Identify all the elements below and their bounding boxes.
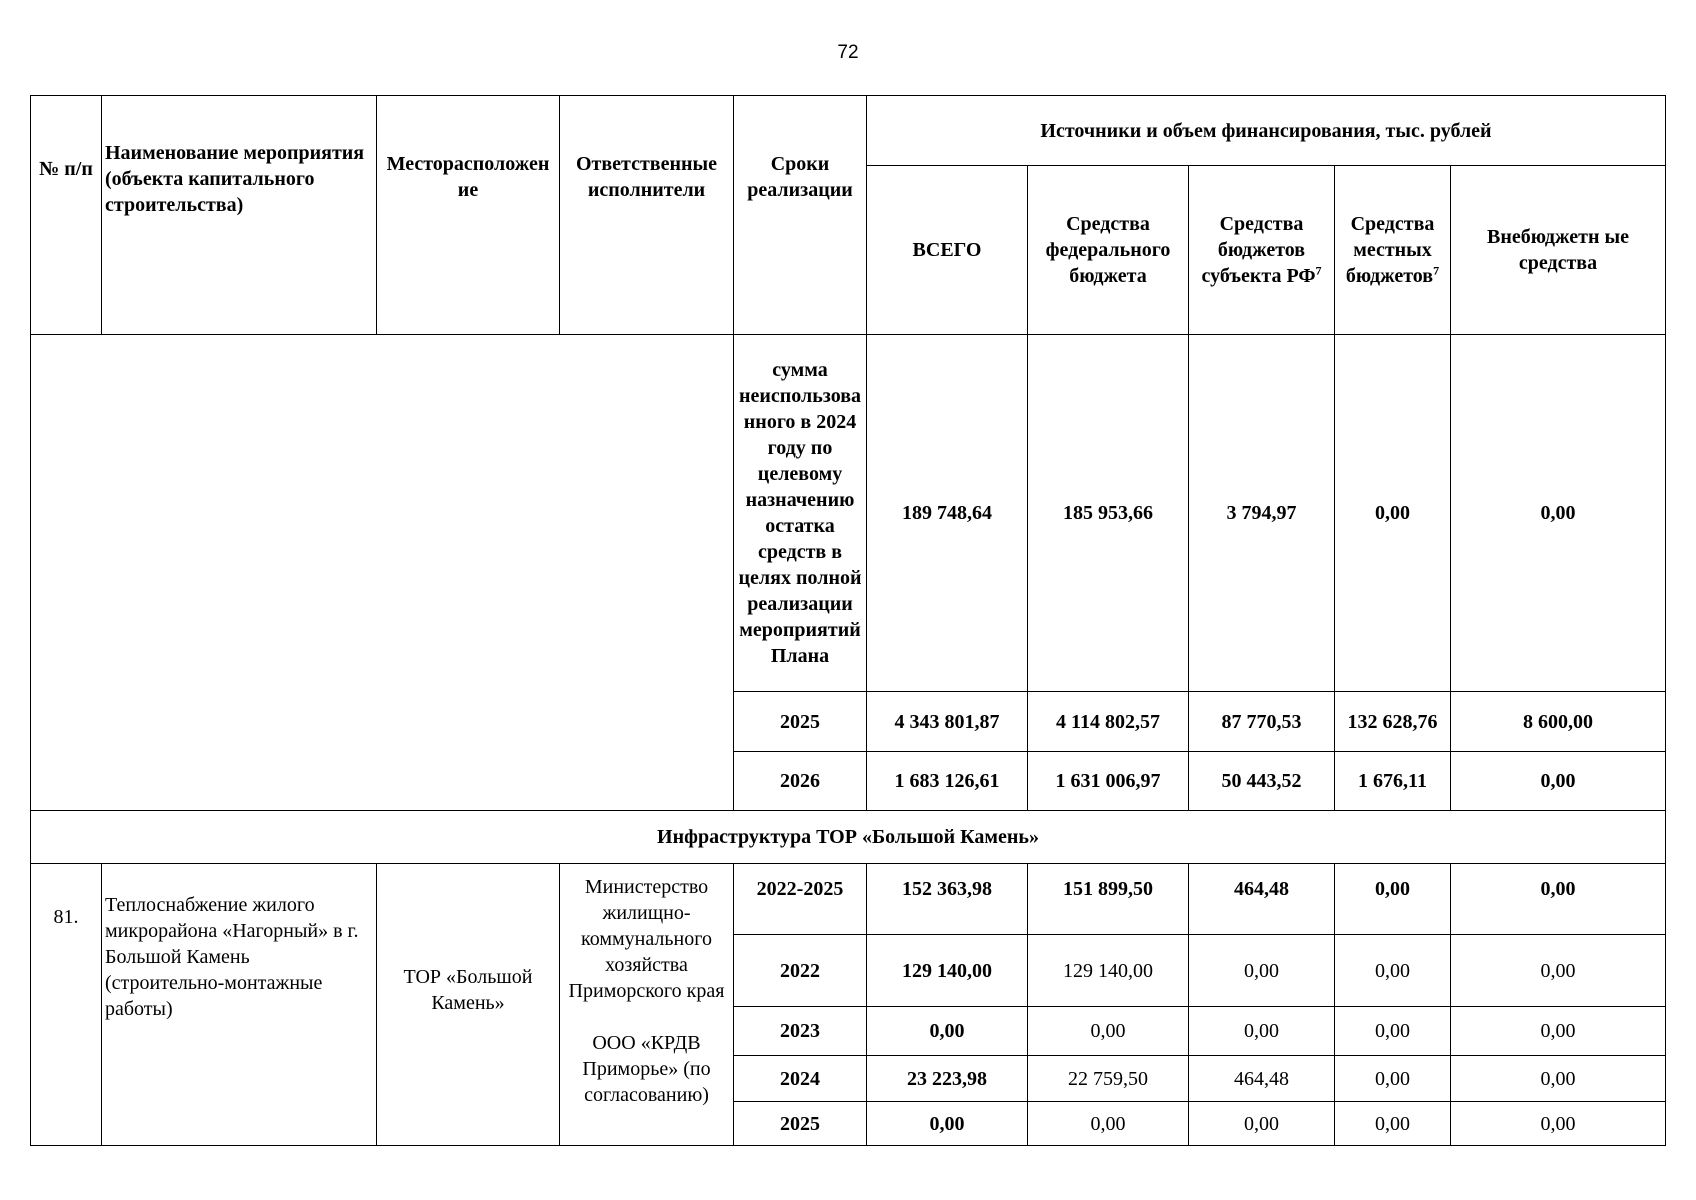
header-offbudget: Внебюджетн ые средства [1487,226,1629,274]
header-num-cell [30,95,102,335]
header-subject-cell [1188,165,1335,335]
subject-cell: 0,00 [1188,934,1335,1007]
federal-cell: 185 953,66 [1027,334,1189,692]
header-local: Средства местных бюджетов [1345,213,1435,287]
subject-cell: 3 794,97 [1188,334,1335,692]
item-name: Теплоснабжение жилого микрорайона «Нагорный» в г. Большой Камень (строительно-монтажные работы) [105,894,359,1020]
federal-cell: 0,00 [1027,1101,1189,1146]
local-cell: 0,00 [1334,334,1451,692]
term-cell: 2025 [733,691,867,752]
local-cell: 0,00 [1334,1101,1451,1146]
term-cell: 2023 [733,1006,867,1056]
total-cell: 1 683 126,61 [866,751,1028,811]
local-cell: 0,00 [1334,934,1451,1007]
item-responsible-1: Министерство жилищно-коммунального хозяйства Приморского края [568,876,725,1002]
term-cell: 2026 [733,751,867,811]
header-name: Наименование мероприятия (объекта капитального строительства) [105,142,365,216]
item-location: ТОР «Большой Камень» [403,965,533,1014]
offbudget-cell: 0,00 [1450,1101,1666,1146]
total-cell: 23 223,98 [866,1055,1028,1102]
offbudget-cell: 0,00 [1450,863,1666,935]
header-name-cell [101,95,377,335]
header-total-cell [866,165,1028,335]
item-num-cell [30,863,102,1146]
offbudget-cell: 0,00 [1450,1006,1666,1056]
federal-cell: 22 759,50 [1027,1055,1189,1102]
header-subject: Средства бюджетов субъекта РФ [1201,213,1316,287]
header-local-footnote: 7 [1433,263,1440,278]
section-title: Инфраструктура ТОР «Большой Камень» [657,826,1039,848]
total-cell: 152 363,98 [866,863,1028,935]
total-cell: 4 343 801,87 [866,691,1028,752]
header-num: № п/п [39,158,93,180]
total-cell: 129 140,00 [866,934,1028,1007]
local-cell: 132 628,76 [1334,691,1451,752]
federal-cell: 151 899,50 [1027,863,1189,935]
subject-cell: 0,00 [1188,1006,1335,1056]
item-num: 81. [53,906,79,928]
total-cell: 189 748,64 [866,334,1028,692]
item-location-cell [376,863,560,1146]
financing-table [30,95,1666,1146]
header-federal: Средства федерального бюджета [1045,213,1171,287]
header-responsible-cell [559,95,734,335]
local-cell: 0,00 [1334,1055,1451,1102]
subject-cell: 87 770,53 [1188,691,1335,752]
subject-cell: 464,48 [1188,863,1335,935]
federal-cell: 129 140,00 [1027,934,1189,1007]
total-cell: 0,00 [866,1006,1028,1056]
header-sources-cell [866,95,1666,166]
item-name-cell [101,863,377,1146]
page-number: 72 [837,42,859,63]
local-cell: 0,00 [1334,863,1451,935]
header-location-cell [376,95,560,335]
term-cell: 2024 [733,1055,867,1102]
subject-cell: 50 443,52 [1188,751,1335,811]
offbudget-cell: 0,00 [1450,934,1666,1007]
offbudget-cell: 0,00 [1450,1055,1666,1102]
subject-cell: 0,00 [1188,1101,1335,1146]
term-cell [733,334,867,692]
federal-cell: 1 631 006,97 [1027,751,1189,811]
header-local-cell [1334,165,1451,335]
total-cell: 0,00 [866,1101,1028,1146]
header-federal-cell [1027,165,1189,335]
offbudget-cell: 0,00 [1450,334,1666,692]
term-cell: 2025 [733,1101,867,1146]
federal-cell: 0,00 [1027,1006,1189,1056]
header-terms-cell [733,95,867,335]
header-offbudget-cell [1450,165,1666,335]
subject-cell: 464,48 [1188,1055,1335,1102]
header-terms: Сроки реализации [747,153,853,201]
term-cell: 2022-2025 [733,863,867,935]
header-sources: Источники и объем финансирования, тыс. рублей [1040,119,1492,142]
section-title-cell [30,810,1666,864]
item-responsible-2: ООО «КРДВ Приморье» (по согласованию) [582,1032,711,1106]
offbudget-cell: 0,00 [1450,751,1666,811]
item-responsible-cell [559,863,734,1146]
local-cell: 1 676,11 [1334,751,1451,811]
local-cell: 0,00 [1334,1006,1451,1056]
header-total: ВСЕГО [912,239,982,261]
term-cell: 2022 [733,934,867,1007]
offbudget-cell: 8 600,00 [1450,691,1666,752]
federal-cell: 4 114 802,57 [1027,691,1189,752]
term-label: сумма неиспользова нного в 2024 году по целевому назначению остатка средств в целях полной реализации мероприятий Плана [738,359,862,667]
continuation-empty-cell [30,334,734,811]
header-responsible: Ответственные исполнители [575,153,718,201]
header-subject-footnote: 7 [1315,263,1322,278]
header-location: Месторасположен ие [386,153,550,201]
